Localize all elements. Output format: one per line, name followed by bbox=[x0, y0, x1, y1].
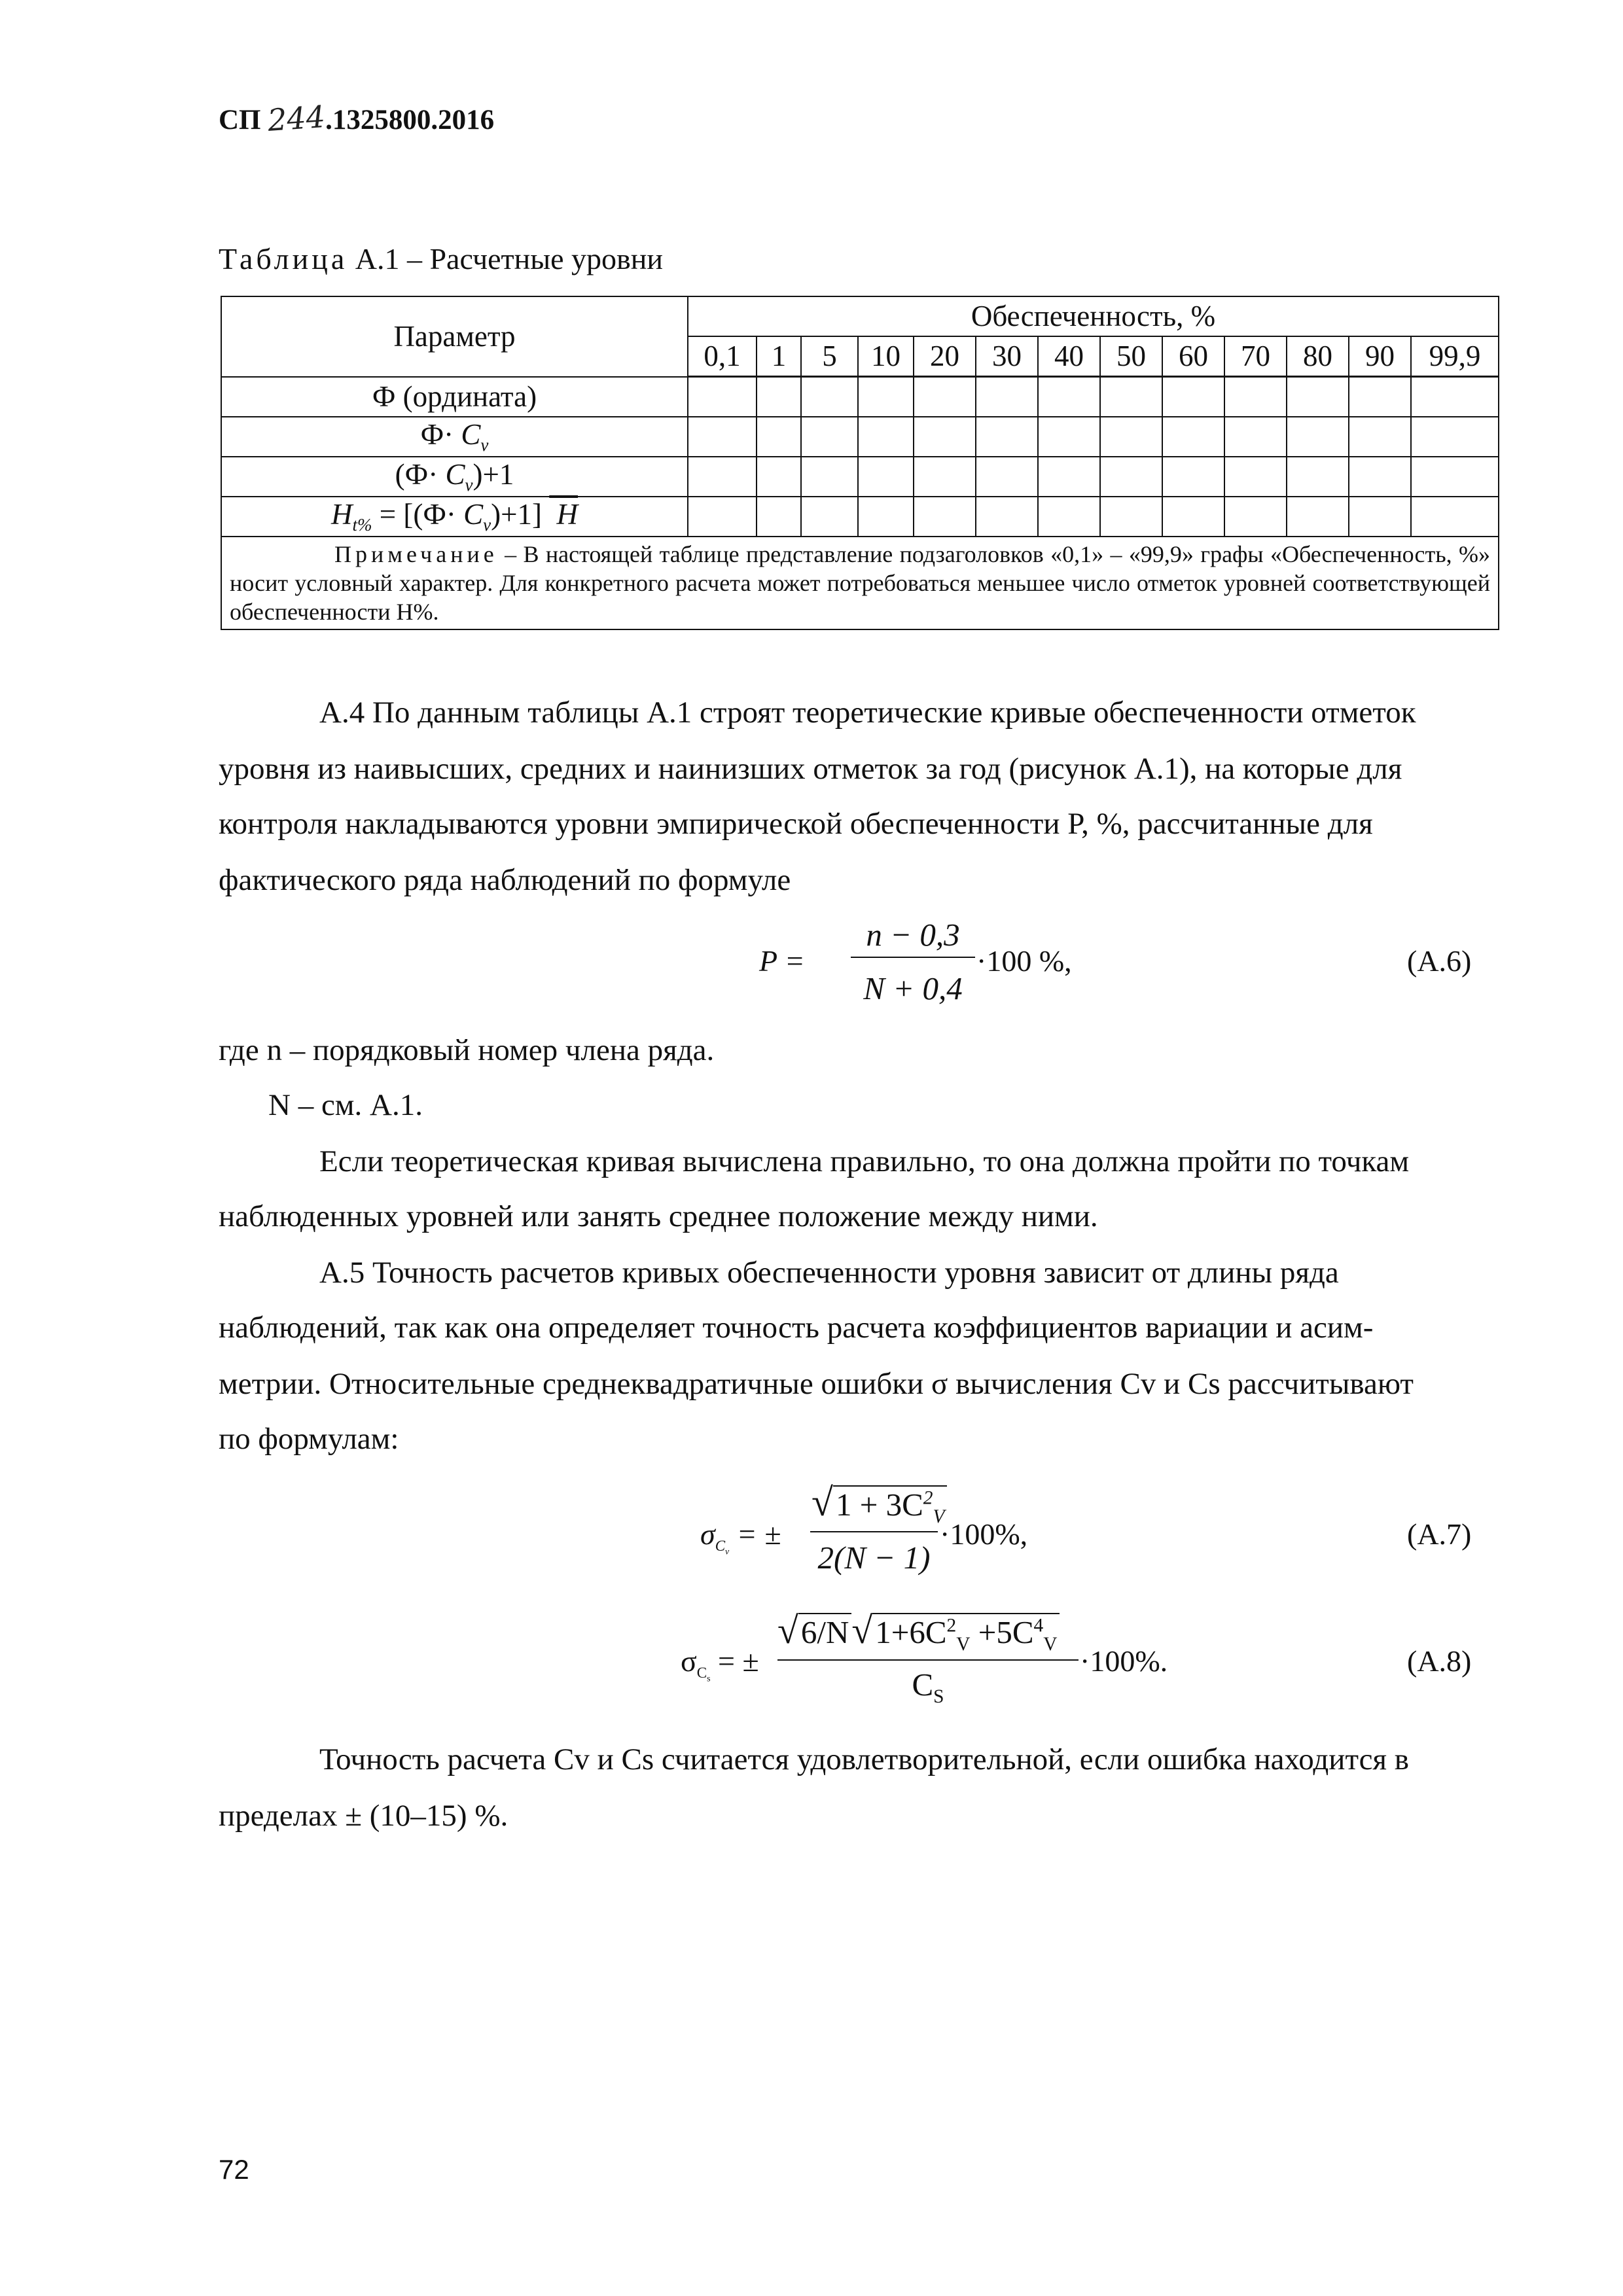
table-caption-title: А.1 – Расчетные уровни bbox=[348, 242, 664, 275]
where-n: где n – порядковый номер члена ряда. bbox=[219, 1033, 715, 1067]
document-code bbox=[219, 101, 494, 136]
final-line-2: пределах ± (10–15) %. bbox=[219, 1799, 508, 1833]
col-header: 70 bbox=[1224, 336, 1287, 377]
formula-a7-tail: ·100%, bbox=[940, 1517, 1028, 1551]
col-header: 90 bbox=[1349, 336, 1411, 377]
col-header: 5 bbox=[801, 336, 858, 377]
n-reference: N – см. А.1. bbox=[268, 1088, 423, 1122]
check-line-2: наблюденных уровней или занять среднее положение между ними. bbox=[219, 1199, 1098, 1233]
a5-line-3: метрии. Относительные среднеквадратичные ошибки σ вычисления Cv и Cs рассчитывают bbox=[219, 1367, 1414, 1401]
formula-a7-fraction-line bbox=[810, 1531, 938, 1532]
code-number: .1325800.2016 bbox=[325, 105, 495, 135]
param-header: Параметр bbox=[221, 296, 688, 377]
formula-a8-tail: ·100%. bbox=[1080, 1644, 1168, 1678]
handwritten-number: 244 bbox=[266, 99, 327, 138]
formula-a7-label: (А.7) bbox=[1407, 1517, 1472, 1551]
formula-a6-numerator: n − 0,3 bbox=[866, 917, 960, 953]
col-header: 10 bbox=[858, 336, 914, 377]
col-header: 0,1 bbox=[688, 336, 757, 377]
formula-a6-fraction-line bbox=[851, 957, 975, 958]
table-caption bbox=[219, 243, 663, 274]
col-header: 40 bbox=[1038, 336, 1100, 377]
code-prefix: СП bbox=[219, 105, 261, 135]
formula-a8-lhs: $\sigma_{C_s}$ = ± bbox=[681, 1644, 759, 1684]
row-label: Ф (ордината) bbox=[221, 377, 688, 417]
formula-a8-fraction-line bbox=[777, 1659, 1079, 1661]
formula-a6-denominator: N + 0,4 bbox=[863, 970, 963, 1006]
table-caption-label: Таблица bbox=[219, 242, 348, 275]
col-header: 1 bbox=[757, 336, 801, 377]
table-row bbox=[221, 497, 1499, 537]
a4-line-4: фактического ряда наблюдений по формуле bbox=[219, 863, 791, 897]
formula-a6-lhs: P = bbox=[759, 944, 805, 978]
table-row bbox=[221, 377, 1499, 417]
final-line-1: Точность расчета Cv и Cs считается удовлетворительной, если ошибка находится в bbox=[319, 1742, 1409, 1776]
formula-a7-denominator: 2(N − 1) bbox=[817, 1540, 931, 1576]
row-label: $H_{t\%} = [(Ф\cdot C_v)+1]$ H bbox=[221, 497, 688, 537]
note-text: – В настоящей таблице представление подзаголовков «0,1» – «99,9» графы «Обеспеченность, %» носит условный характер. Для конкретного расчета может потребоваться меньшее число отметок уровней соответствующей обеспеченности H%. bbox=[230, 541, 1490, 625]
col-header: 50 bbox=[1100, 336, 1162, 377]
a5-line-2: наблюдений, так как она определяет точность расчета коэффициентов вариации и асим- bbox=[219, 1311, 1374, 1345]
formula-a6-label: (А.6) bbox=[1407, 944, 1472, 978]
levels-table bbox=[221, 296, 1499, 630]
formula-a8-label: (А.8) bbox=[1407, 1644, 1472, 1678]
col-header: 20 bbox=[914, 336, 976, 377]
a5-line-1: А.5 Точность расчетов кривых обеспеченности уровня зависит от длины ряда bbox=[319, 1256, 1339, 1290]
table-row bbox=[221, 417, 1499, 457]
table-row bbox=[221, 457, 1499, 497]
col-header: 99,9 bbox=[1411, 336, 1499, 377]
a4-line-2: уровня из наивысших, средних и наинизших отметок за год (рисунок А.1), на которые для bbox=[219, 752, 1402, 786]
row-label: $(Ф\cdot C_v)+1$ bbox=[221, 457, 688, 497]
formula-a7-numerator: $√1 + 3C^2_V$ bbox=[812, 1480, 947, 1528]
check-line-1: Если теоретическая кривая вычислена правильно, то она должна пройти по точкам bbox=[319, 1144, 1410, 1178]
formula-a8-numerator: $√6/N√1+6C^2_V +5C^4_V$ bbox=[777, 1608, 1060, 1655]
formula-a8-denominator: $C_S$ bbox=[912, 1667, 944, 1707]
col-header: 60 bbox=[1162, 336, 1224, 377]
col-header: 80 bbox=[1287, 336, 1349, 377]
formula-a6-tail: ·100 %, bbox=[976, 944, 1072, 978]
a4-line-3: контроля накладываются уровни эмпирической обеспеченности P, %, рассчитанные для bbox=[219, 807, 1373, 841]
row-label: $Ф\cdot C_v$ bbox=[221, 417, 688, 457]
formula-a7-lhs: $\sigma_{C_v}$ = ± bbox=[700, 1517, 781, 1557]
note-label: Примечание bbox=[334, 541, 498, 567]
a5-line-4: по формулам: bbox=[219, 1422, 399, 1456]
col-header: 30 bbox=[976, 336, 1038, 377]
page-number: 72 bbox=[219, 2154, 249, 2185]
a4-line-1: А.4 По данным таблицы А.1 строят теоретические кривые обеспеченности отметок bbox=[319, 696, 1416, 730]
group-header: Обеспеченность, % bbox=[688, 296, 1499, 336]
table-note bbox=[221, 537, 1499, 629]
